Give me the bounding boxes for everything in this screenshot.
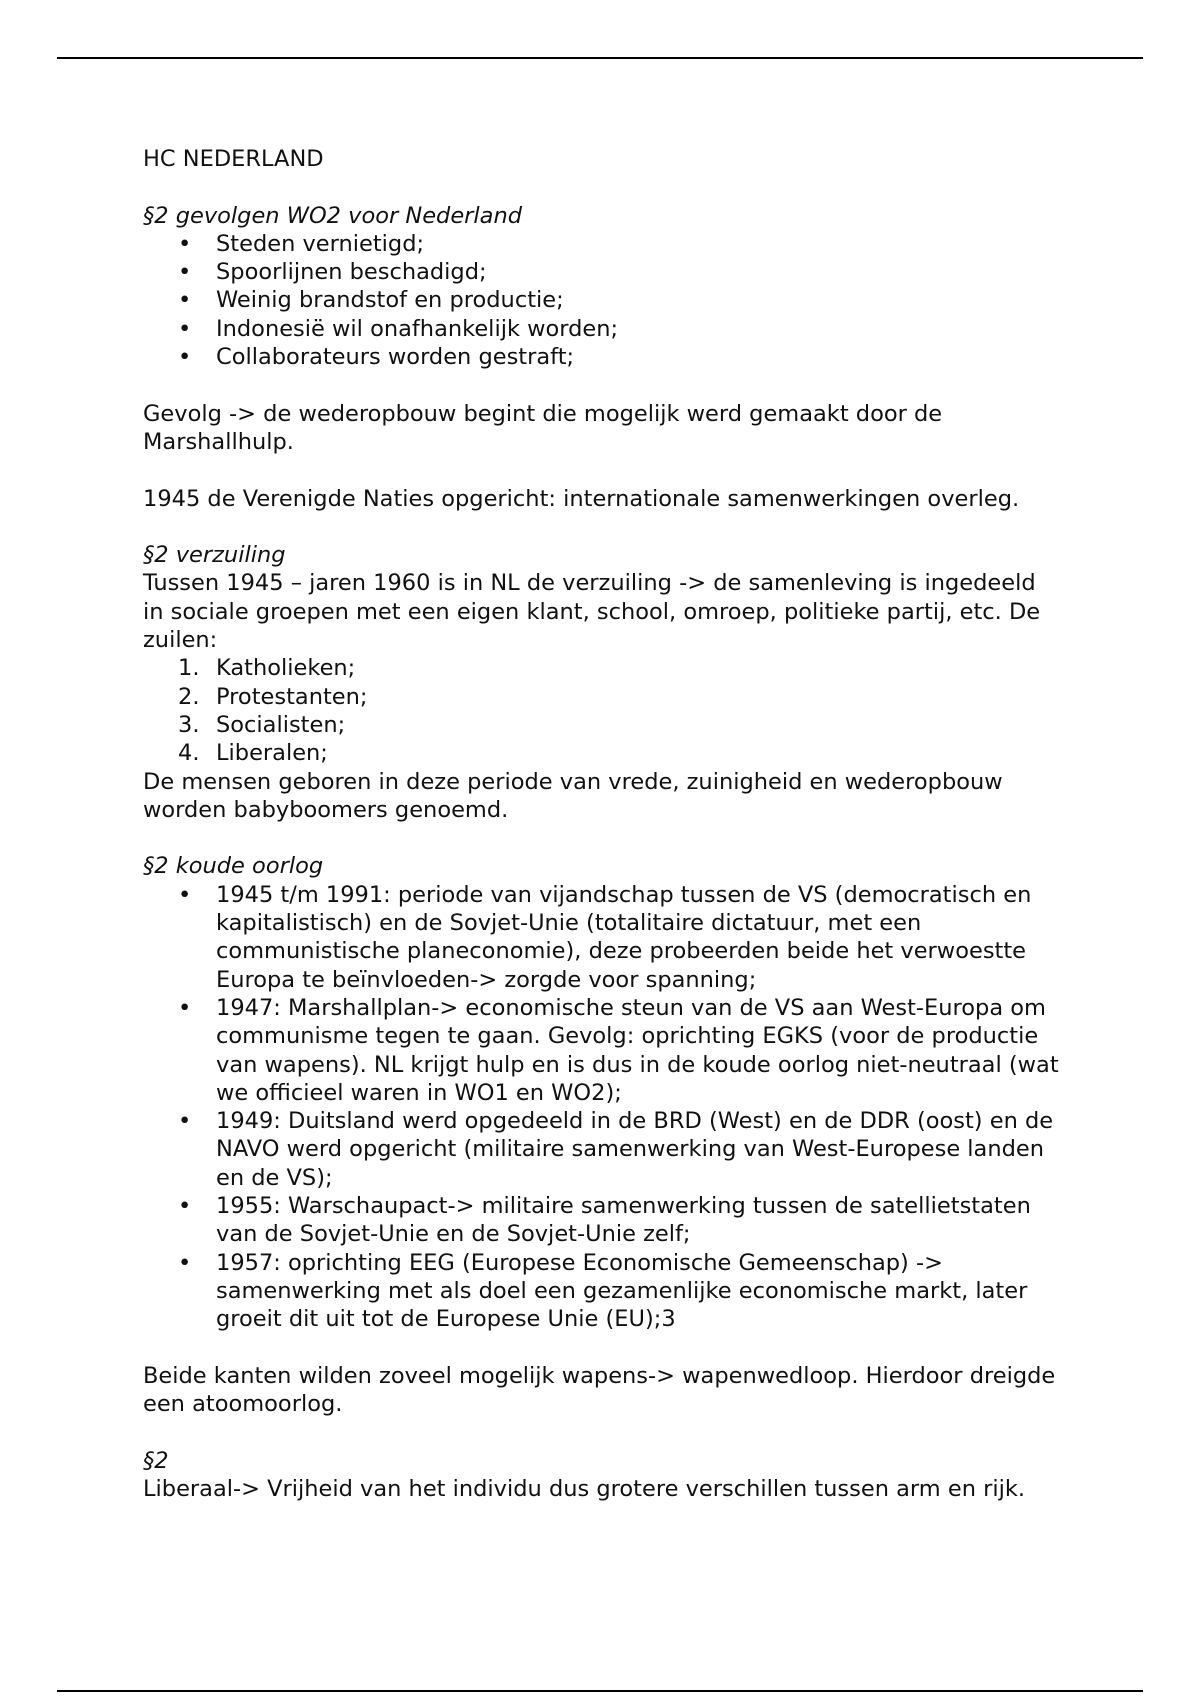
bullet-icon: • bbox=[178, 344, 192, 371]
bullet-icon: • bbox=[178, 230, 192, 257]
gevolgen-paragraph-marshall: Gevolg -> de wederopbouw begint die mogelijk werd gemaakt door de Marshallhulp. bbox=[143, 400, 943, 455]
list-number: 2. bbox=[178, 683, 200, 710]
bullet-icon: • bbox=[178, 315, 192, 342]
list-item: • 1957: oprichting EEG (Europese Economische Gemeenschap) -> samenwerking met als doel een gezamenlijke economische markt, later groeit dit uit tot de Europese Unie (EU);3 bbox=[178, 1249, 1028, 1333]
list-number: 4. bbox=[178, 740, 200, 767]
verzuiling-intro: Tussen 1945 – jaren 1960 is in NL de verzuiling -> de samenleving is ingedeeld in sociale groepen met een eigen klant, school, omroep, politieke partij, etc. De zuilen: bbox=[143, 570, 1041, 654]
list-item: • Weinig brandstof en productie; bbox=[178, 287, 564, 314]
section-heading-liberaal: §2 bbox=[143, 1447, 169, 1474]
list-item: • Spoorlijnen beschadigd; bbox=[178, 259, 487, 286]
header-rule bbox=[57, 57, 1143, 59]
bullet-icon: • bbox=[178, 881, 192, 908]
list-item: • 1945 t/m 1991: periode van vijandschap tussen de VS (democratisch en kapitalistisch) en de Sovjet-Unie (totalitaire dictatuur, met een communistische planeconomie), deze probeerden beide het verwoestte Europa te beïnvloeden-> zorgde voor spanning; bbox=[178, 881, 1032, 993]
list-item: 1. Katholieken; bbox=[178, 655, 356, 682]
bullet-icon: • bbox=[178, 1249, 192, 1276]
koude-oorlog-list bbox=[143, 881, 1063, 1334]
bullet-icon: • bbox=[178, 259, 192, 286]
bullet-icon: • bbox=[178, 287, 192, 314]
section-heading-koude-oorlog: §2 koude oorlog bbox=[143, 853, 324, 880]
list-item: • 1947: Marshallplan-> economische steun van de VS aan West-Europa om communisme tegen te gaan. Gevolg: oprichting EGKS (voor de productie van wapens). NL krijgt hulp en is dus in de koude oorlog niet-neutraal (wat we officieel waren in WO1 en WO2); bbox=[178, 994, 1059, 1106]
list-item: 4. Liberalen; bbox=[178, 740, 328, 767]
document-title: HC NEDERLAND bbox=[143, 146, 324, 172]
koude-oorlog-outro: Beide kanten wilden zoveel mogelijk wapens-> wapenwedloop. Hierdoor dreigde een atoomoorlog. bbox=[143, 1362, 1056, 1418]
bullet-icon: • bbox=[178, 994, 192, 1021]
list-item: • 1949: Duitsland werd opgedeeld in de BRD (West) en de DDR (oost) en de NAVO werd opgericht (militaire samenwerking van West-Europese landen en de VS); bbox=[178, 1108, 1054, 1191]
list-item: • Collaborateurs worden gestraft; bbox=[178, 344, 575, 371]
list-item: • 1955: Warschaupact-> militaire samenwerking tussen de satellietstaten van de Sovjet-Unie en de Sovjet-Unie zelf; bbox=[178, 1192, 1031, 1248]
verzuiling-outro: De mensen geboren in deze periode van vrede, zuinigheid en wederopbouw worden babyboomers genoemd. bbox=[143, 768, 1003, 823]
gevolgen-list bbox=[143, 230, 1063, 371]
gevolgen-paragraph-vn: 1945 de Verenigde Naties opgericht: internationale samenwerkingen overleg. bbox=[143, 485, 1020, 512]
liberaal-text: Liberaal-> Vrijheid van het individu dus grotere verschillen tussen arm en rijk. bbox=[143, 1475, 1026, 1502]
zuilen-list bbox=[143, 654, 1063, 767]
list-number: 1. bbox=[178, 655, 200, 682]
list-item: 2. Protestanten; bbox=[178, 683, 368, 710]
document-body bbox=[143, 145, 1063, 1503]
list-item: • Steden vernietigd; bbox=[178, 230, 425, 257]
list-item: 3. Socialisten; bbox=[178, 711, 346, 738]
list-number: 3. bbox=[178, 711, 200, 738]
list-item: • Indonesië wil onafhankelijk worden; bbox=[178, 315, 619, 342]
bullet-icon: • bbox=[178, 1192, 192, 1219]
section-heading-gevolgen: §2 gevolgen WO2 voor Nederland bbox=[143, 202, 523, 229]
footer-rule bbox=[57, 1690, 1143, 1692]
section-heading-verzuiling: §2 verzuiling bbox=[143, 542, 286, 569]
bullet-icon: • bbox=[178, 1108, 192, 1135]
